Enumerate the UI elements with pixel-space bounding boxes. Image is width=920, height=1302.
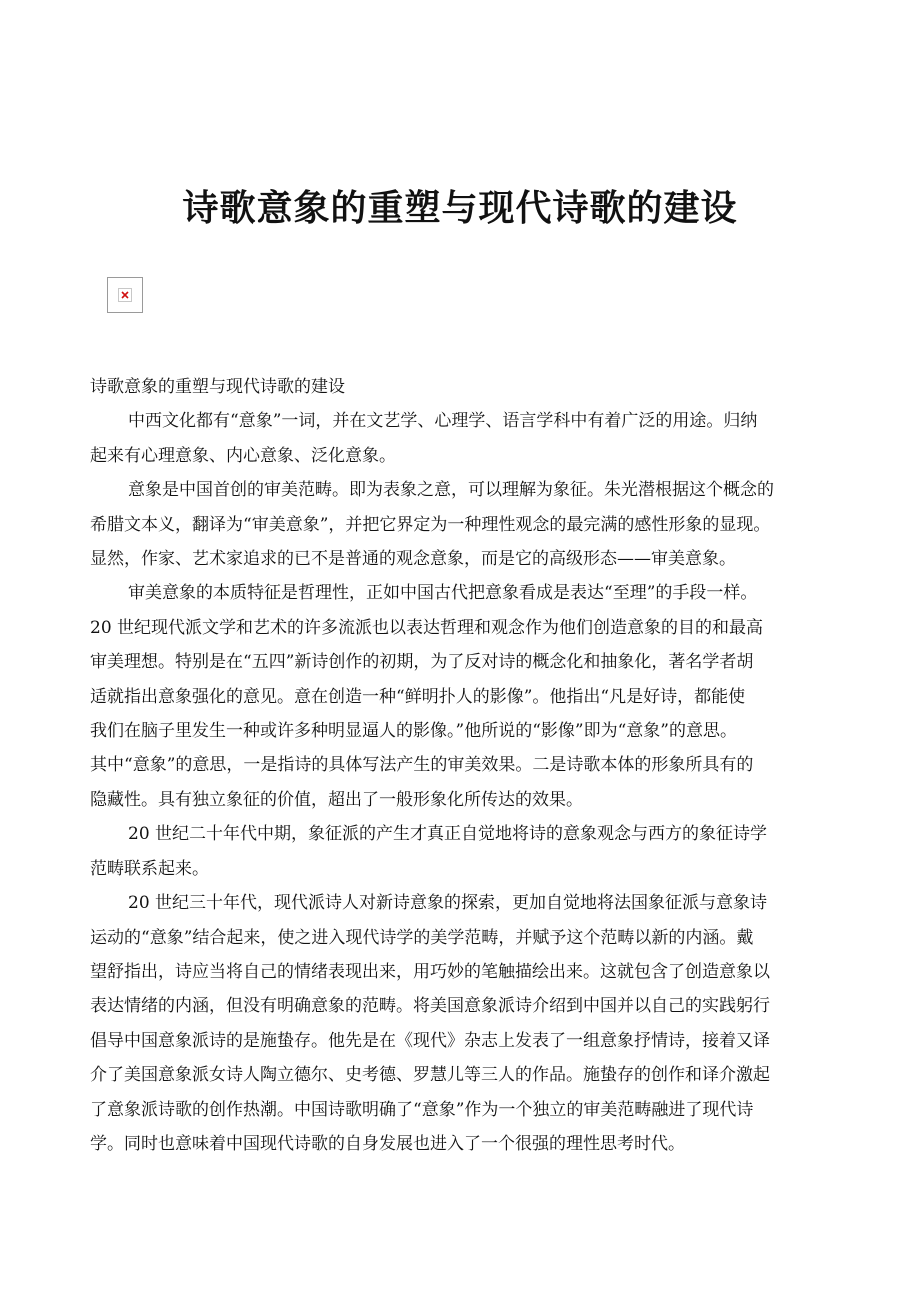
paragraph-line: 起来有心理意象、内心意象、泛化意象。	[90, 445, 396, 466]
paragraph-line: 其中“意象”的意思，一是指诗的具体写法产生的审美效果。二是诗歌本体的形象所具有的	[90, 755, 754, 776]
paragraph-line: 倡导中国意象派诗的是施蛰存。他先是在《现代》杂志上发表了一组意象抒情诗，接着又译	[90, 1030, 770, 1051]
paragraph-line: 20 世纪二十年代中期，象征派的产生才真正自觉地将诗的意象观念与西方的象征诗学	[128, 824, 768, 845]
document-subtitle: 诗歌意象的重塑与现代诗歌的建设	[90, 377, 345, 397]
document-body	[90, 370, 850, 1161]
paragraph-line: 20 世纪三十年代，现代派诗人对新诗意象的探索，更加自觉地将法国象征派与意象诗	[128, 893, 768, 914]
paragraph-line: 学。同时也意味着中国现代诗歌的自身发展也进入了一个很强的理性思考时代。	[90, 1133, 685, 1154]
paragraph-line: 中西文化都有“意象”一词，并在文艺学、心理学、语言学科中有着广泛的用途。归纳	[128, 411, 758, 432]
paragraph-line: 范畴联系起来。	[90, 858, 209, 879]
broken-image-frame	[118, 288, 132, 302]
paragraph-line: 意象是中国首创的审美范畴。即为表象之意，可以理解为象征。朱光潜根据这个概念的	[128, 480, 774, 501]
paragraph-line: 了意象派诗歌的创作热潮。中国诗歌明确了“意象”作为一个独立的审美范畴融进了现代诗	[90, 1099, 754, 1120]
paragraph-line: 表达情绪的内涵，但没有明确意象的范畴。将美国意象派诗介绍到中国并以自己的实践躬行	[90, 996, 770, 1017]
document-title: 诗歌意象的重塑与现代诗歌的建设	[182, 187, 738, 229]
paragraph-line: 审美理想。特别是在“五四”新诗创作的初期，为了反对诗的概念化和抽象化，著名学者胡	[90, 652, 754, 673]
paragraph-line: 隐藏性。具有独立象征的价值，超出了一般形象化所传达的效果。	[90, 789, 583, 810]
paragraph-line: 望舒指出，诗应当将自己的情绪表现出来，用巧妙的笔触描绘出来。这就包含了创造意象以	[90, 961, 770, 982]
broken-image-icon	[107, 277, 143, 313]
paragraph-line: 20 世纪现代派文学和艺术的许多流派也以表达哲理和观念作为他们创造意象的目的和最高	[90, 617, 764, 638]
paragraph-line: 我们在脑子里发生一种或许多种明显逼人的影像。”他所说的“影像”即为“意象”的意思。	[90, 721, 737, 742]
paragraph-line: 适就指出意象强化的意见。意在创造一种“鲜明扑人的影像”。他指出“凡是好诗，都能使	[90, 686, 746, 707]
paragraph-line: 运动的“意象”结合起来，使之进入现代诗学的美学范畴，并赋予这个范畴以新的内涵。戴	[90, 927, 754, 948]
paragraph-line: 介了美国意象派女诗人陶立德尔、史考德、罗慧儿等三人的作品。施蛰存的创作和译介激起	[90, 1065, 770, 1086]
paragraph-line: 显然，作家、艺术家追求的已不是普通的观念意象，而是它的高级形态——审美意象。	[90, 549, 736, 570]
red-x-icon	[121, 291, 129, 299]
paragraph-line: 审美意象的本质特征是哲理性，正如中国古代把意象看成是表达“至理”的手段一样。	[128, 583, 758, 604]
paragraph-line: 希腊文本义，翻译为“审美意象”，并把它界定为一种理性观念的最完满的感性形象的显现。	[90, 514, 771, 535]
